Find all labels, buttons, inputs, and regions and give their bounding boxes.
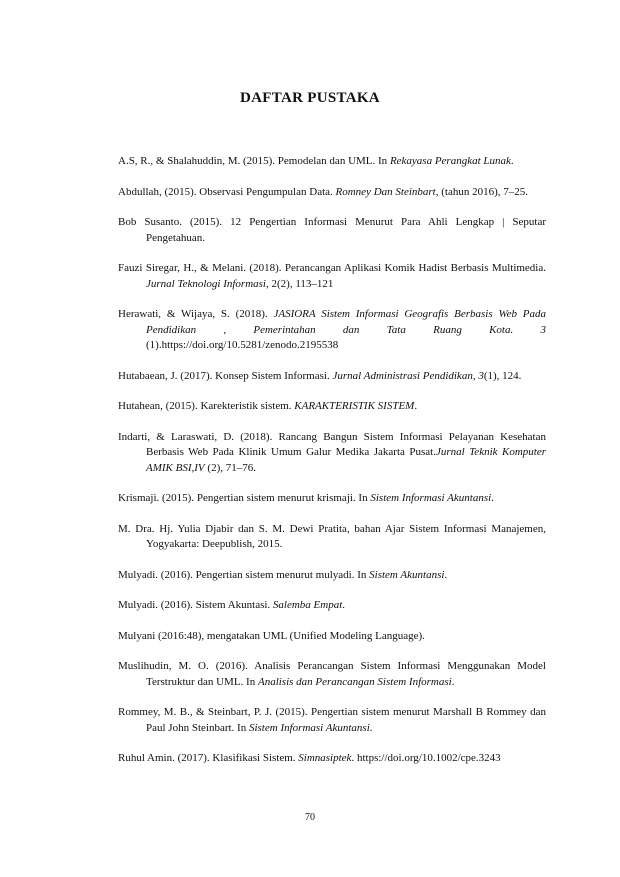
reference-entry: Hutahean, (2015). Karekteristik sistem. KARAKTERISTIK SISTEM. <box>118 400 418 412</box>
reference-entry: Krismaji. (2015). Pengertian sistem menurut krismaji. In Sistem Informasi Akuntansi. <box>118 492 494 504</box>
reference-entry: M. Dra. Hj. Yulia Djabir dan S. M. Dewi Pratita, bahan Ajar Sistem Informasi Manajemen, Yogyakarta: Deepublish, 2015. <box>118 522 546 550</box>
reference-entry: Rommey, M. B., & Steinbart, P. J. (2015). Pengertian sistem menurut Marshall B Rommey dan Paul John Steinbart. In Sistem Informasi Akuntansi. <box>118 706 546 734</box>
page-number: 70 <box>305 812 315 823</box>
reference-entry: Fauzi Siregar, H., & Melani. (2018). Perancangan Aplikasi Komik Hadist Berbasis Multimedia. Jurnal Teknologi Informasi, 2(2), 113–121 <box>118 262 546 290</box>
reference-entry: Ruhul Amin. (2017). Klasifikasi Sistem. Simnasiptek. https://doi.org/10.1002/cpe.3243 <box>118 752 501 764</box>
reference-entry: Muslihudin, M. O. (2016). Analisis Perancangan Sistem Informasi Menggunakan Model Terstruktur dan UML. In Analisis dan Perancangan Sistem Informasi. <box>118 660 546 688</box>
page-title: DAFTAR PUSTAKA <box>240 90 380 106</box>
reference-entry: Indarti, & Laraswati, D. (2018). Rancang Bangun Sistem Informasi Pelayanan Kesehatan Berbasis Web Pada Klinik Umum Galur Medika Jakarta Pusat.Jurnal Teknik Komputer AMIK BSI,IV (2), 71–76. <box>118 430 547 474</box>
reference-list <box>118 154 546 782</box>
reference-entry: A.S, R., & Shalahuddin, M. (2015). Pemodelan dan UML. In Rekayasa Perangkat Lunak. <box>118 155 514 167</box>
reference-entry: Mulyadi. (2016). Pengertian sistem menurut mulyadi. In Sistem Akuntansi. <box>118 568 448 581</box>
reference-entry: Mulyani (2016:48), mengatakan UML (Unified Modeling Language). <box>118 629 425 642</box>
reference-entry: Abdullah, (2015). Observasi Pengumpulan Data. Romney Dan Steinbart, (tahun 2016), 7–25. <box>118 185 528 198</box>
reference-entry: Mulyadi. (2016). Sistem Akuntasi. Salemba Empat. <box>118 599 346 611</box>
reference-entry: Bob Susanto. (2015). 12 Pengertian Informasi Menurut Para Ahli Lengkap | Seputar Pengetahuan. <box>118 216 546 244</box>
reference-entry: Herawati, & Wijaya, S. (2018). JASIORA Sistem Informasi Geografis Berbasis Web Pada Pendidikan , Pemerintahan dan Tata Ruang Kota. 3 (1).https://doi.org/10.5281/zenodo.2195538 <box>118 308 547 351</box>
reference-entry: Hutabaean, J. (2017). Konsep Sistem Informasi. Jurnal Administrasi Pendidikan, 3(1), 124. <box>118 369 522 382</box>
